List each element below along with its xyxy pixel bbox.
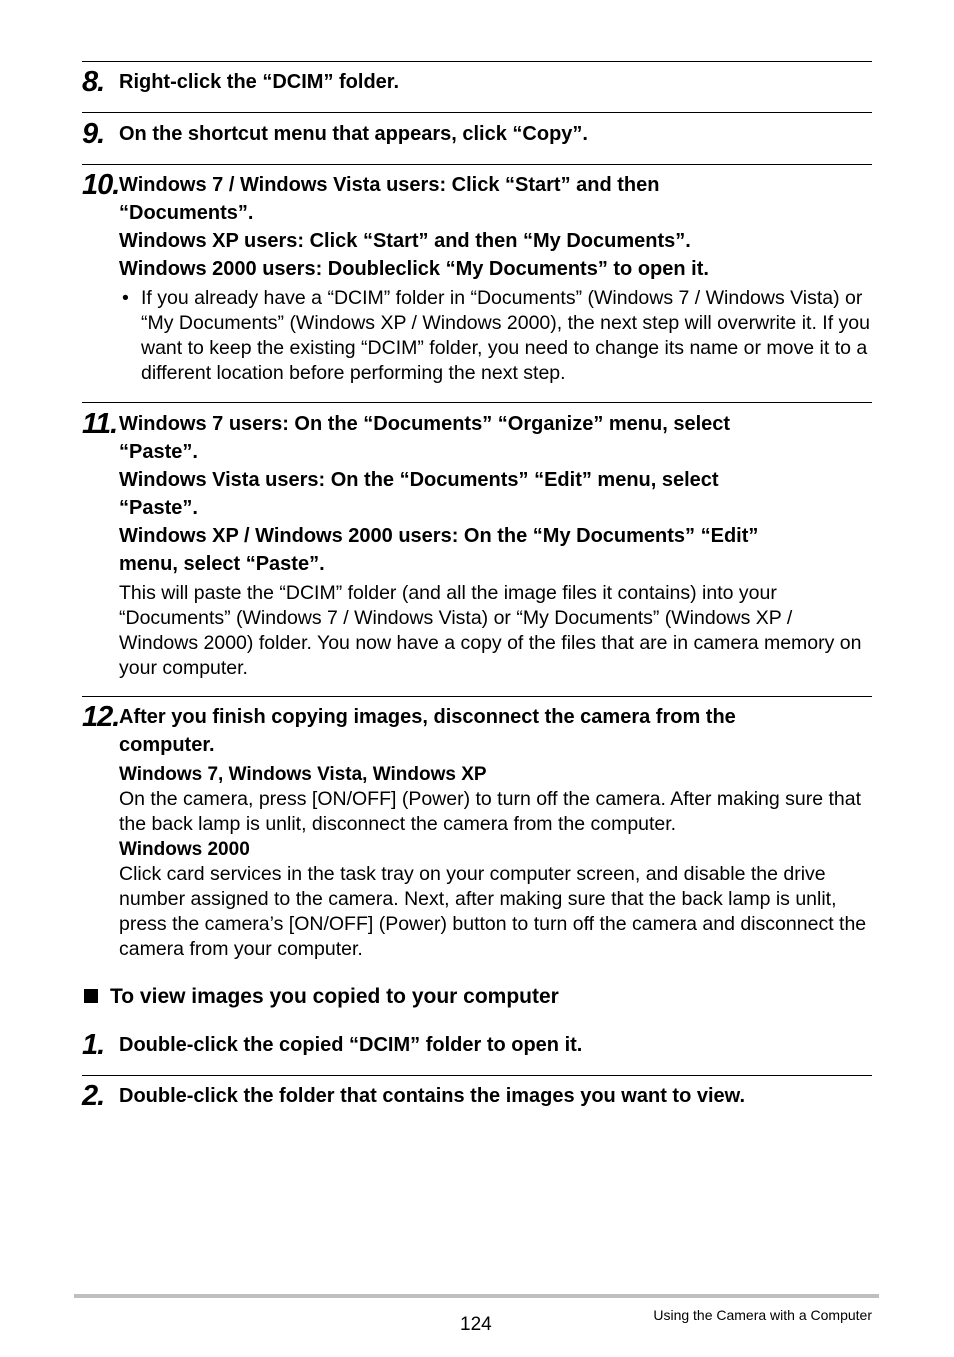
square-bullet-icon xyxy=(84,989,98,1003)
footer-bar xyxy=(74,1294,879,1298)
chapter-title: Using the Camera with a Computer xyxy=(653,1307,872,1323)
step-instruction: menu, select “Paste”. xyxy=(119,553,325,575)
step-number: 2. xyxy=(82,1080,105,1112)
step-instruction: After you finish copying images, disconnect the camera from the xyxy=(119,706,736,728)
step-instruction: Windows XP / Windows 2000 users: On the “My Documents” “Edit” xyxy=(119,525,759,547)
step-8 xyxy=(82,68,872,96)
os-instruction: On the camera, press [ON/OFF] (Power) to turn off the camera. After making sure that the back lamp is unlit, disconnect the camera from the computer. xyxy=(119,788,862,835)
step-instruction: Right-click the “DCIM” folder. xyxy=(119,71,400,93)
divider xyxy=(82,164,872,165)
step-instruction: On the shortcut menu that appears, click “Copy”. xyxy=(119,123,588,145)
section-step-2 xyxy=(82,1082,872,1110)
step-number: 9. xyxy=(82,118,105,150)
step-number: 10. xyxy=(82,169,120,201)
section-heading xyxy=(84,984,559,1010)
bullet-text: If you already have a “DCIM” folder in “Documents” (Windows 7 / Windows Vista) or “My Documents” (Windows XP / Windows 2000), the next step will overwrite it. If you want to keep the existing “DCIM” folder, you need to change its name or move it to a different location before performing the next step. xyxy=(141,287,870,384)
step-instruction: Windows XP users: Click “Start” and then “My Documents”. xyxy=(119,230,691,252)
divider xyxy=(82,1075,872,1076)
divider xyxy=(82,402,872,403)
step-instruction: Double-click the copied “DCIM” folder to open it. xyxy=(119,1034,583,1056)
step-instruction: computer. xyxy=(119,734,215,756)
section-step-1 xyxy=(82,1031,872,1059)
divider xyxy=(82,696,872,697)
step-instruction: “Paste”. xyxy=(119,497,198,519)
step-number: 12. xyxy=(82,701,120,733)
divider xyxy=(82,61,872,62)
step-instruction: Windows 7 / Windows Vista users: Click “Start” and then xyxy=(119,174,660,196)
step-instruction: “Paste”. xyxy=(119,441,198,463)
step-number: 8. xyxy=(82,66,105,98)
bullet-note xyxy=(119,286,872,386)
os-instruction: Click card services in the task tray on your computer screen, and disable the drive number assigned to the camera. Next, after making sure that the back lamp is unlit, press the camera’s [ON/OFF] (Power) button to turn off the camera and disconnect the camera from your computer. xyxy=(119,863,867,960)
step-12 xyxy=(82,703,872,962)
step-note: This will paste the “DCIM” folder (and all the image files it contains) into your “Documents” (Windows 7 / Windows Vista) or “My Documents” (Windows XP / Windows 2000) folder. You now have a copy of the files that are in camera memory on your computer. xyxy=(119,582,862,679)
step-instruction: Windows Vista users: On the “Documents” “Edit” menu, select xyxy=(119,469,719,491)
section-title: To view images you copied to your computer xyxy=(110,985,559,1008)
step-11 xyxy=(82,410,872,681)
step-10 xyxy=(82,171,872,386)
bullet-dot: • xyxy=(122,287,129,309)
step-9 xyxy=(82,120,872,148)
step-instruction: “Documents”. xyxy=(119,202,254,224)
divider xyxy=(82,112,872,113)
page-number: 124 xyxy=(460,1314,492,1335)
step-instruction: Windows 7 users: On the “Documents” “Organize” menu, select xyxy=(119,413,731,435)
step-number: 11. xyxy=(82,408,118,440)
os-subheading: Windows 7, Windows Vista, Windows XP xyxy=(119,764,487,785)
os-subheading: Windows 2000 xyxy=(119,839,250,860)
step-instruction: Windows 2000 users: Doubleclick “My Documents” to open it. xyxy=(119,258,709,280)
step-instruction: Double-click the folder that contains the images you want to view. xyxy=(119,1085,746,1107)
step-number: 1. xyxy=(82,1029,105,1061)
